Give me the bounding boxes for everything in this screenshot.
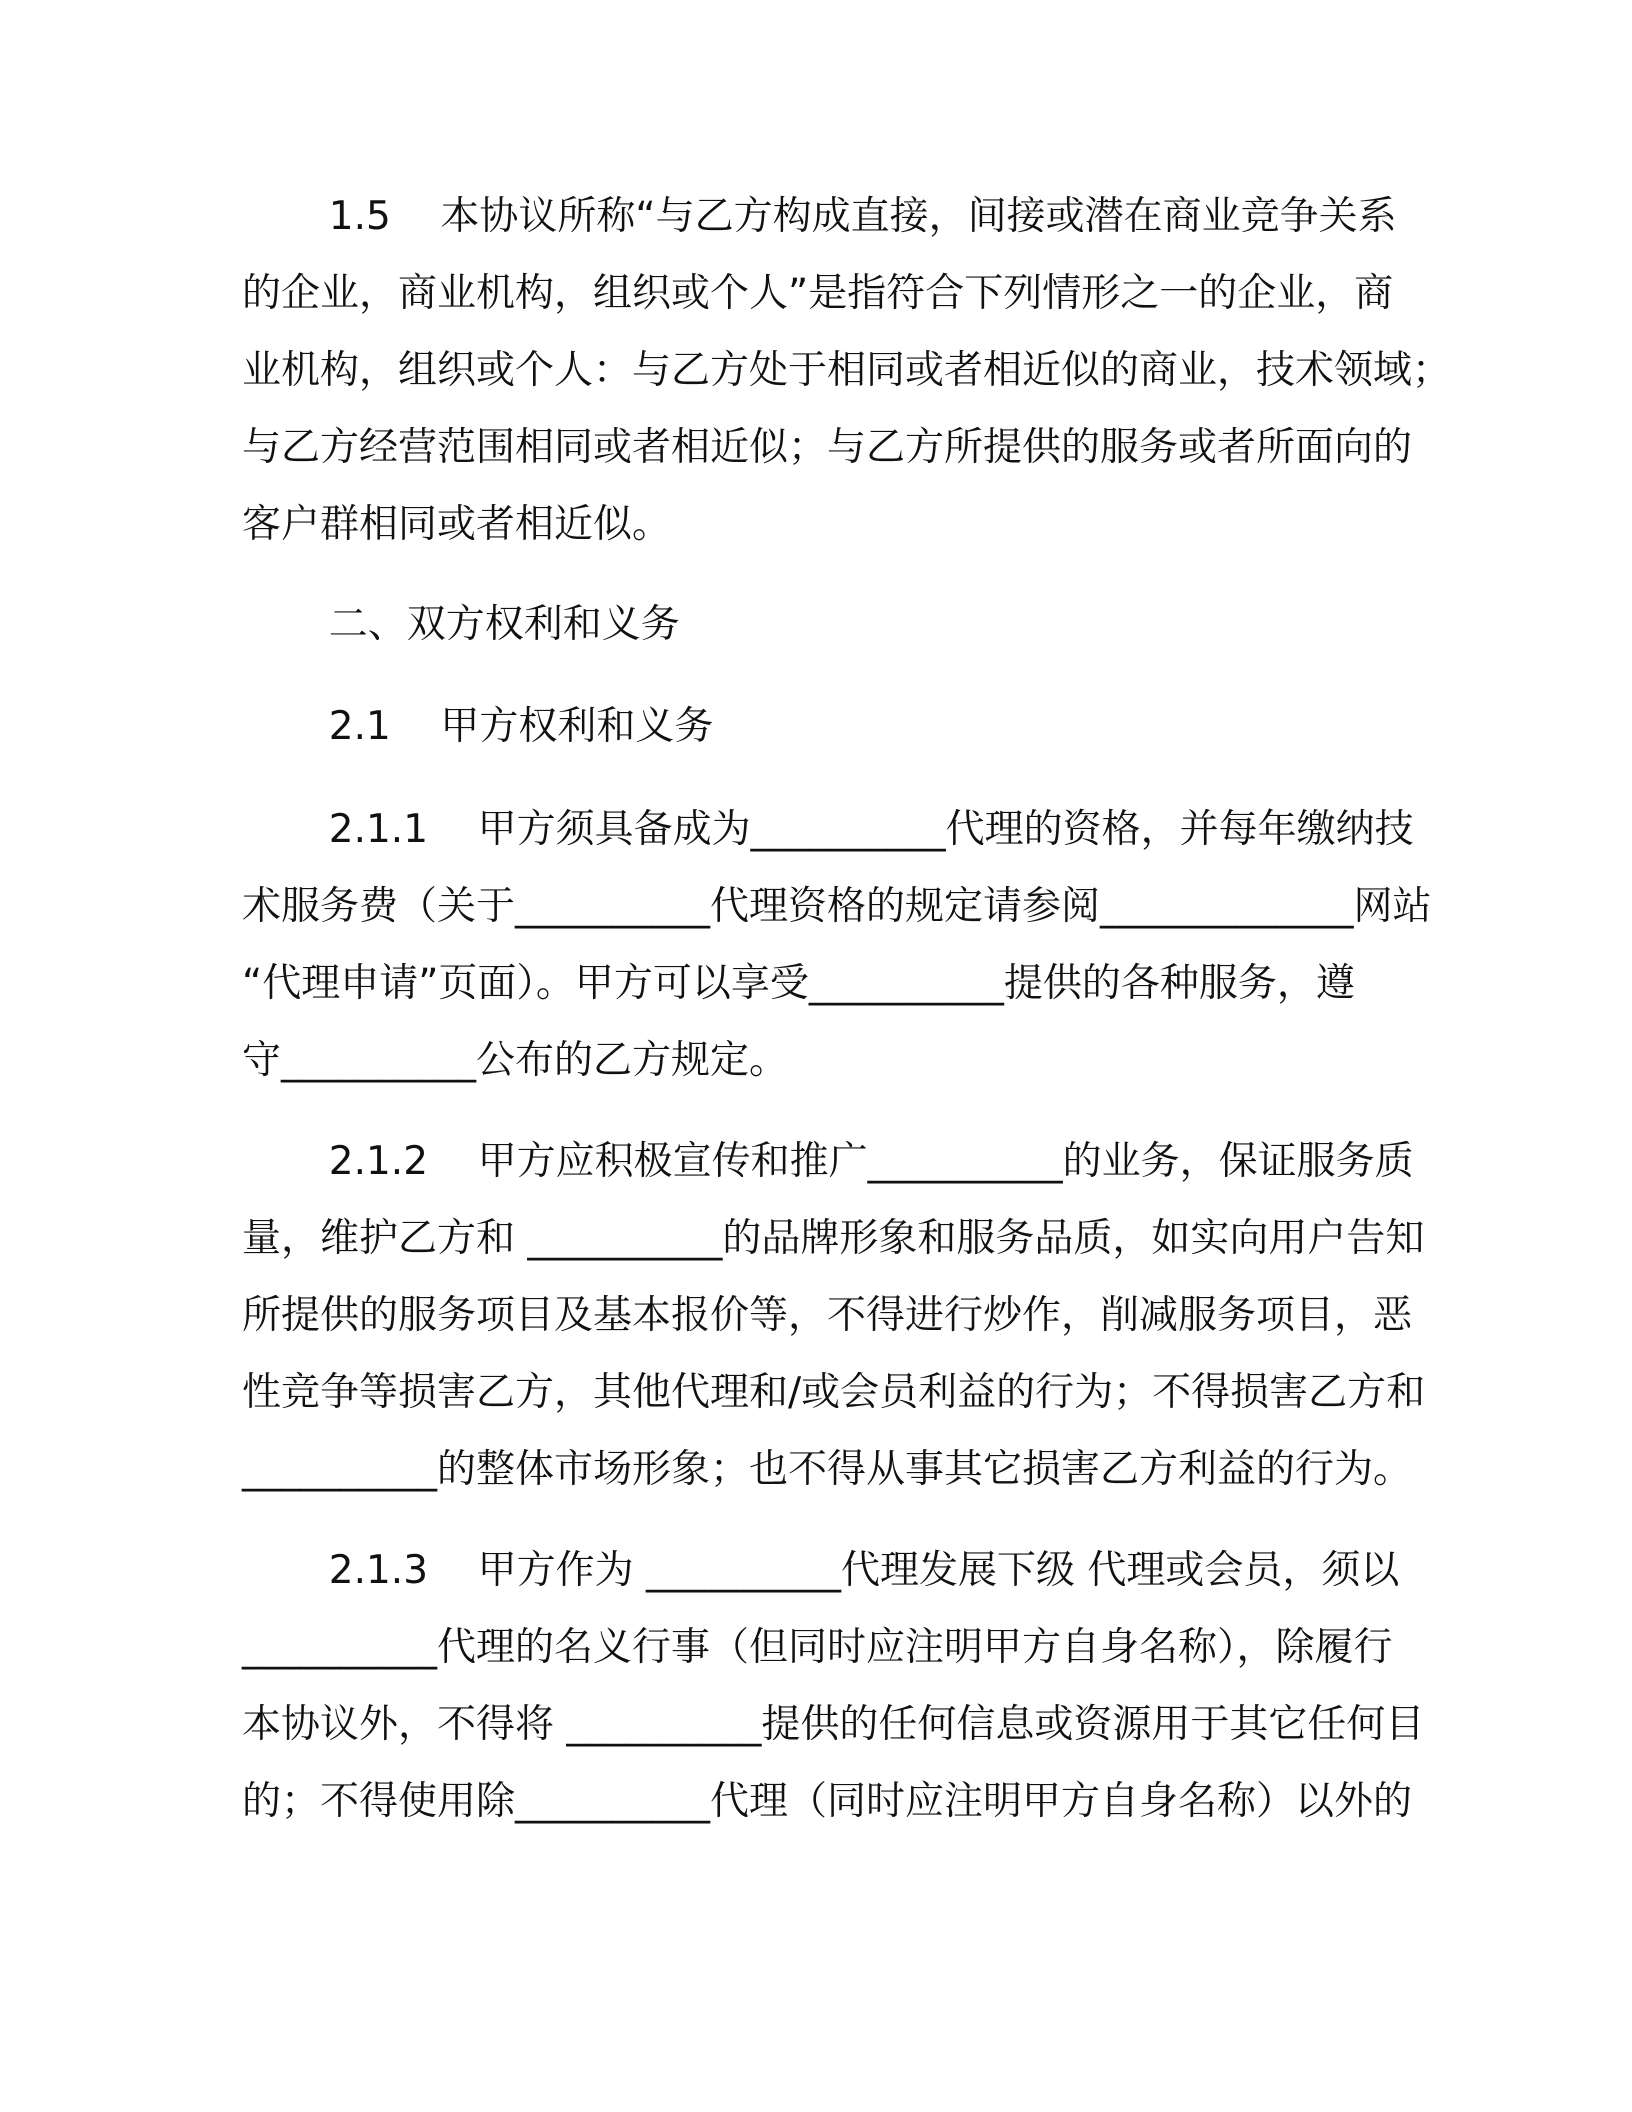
clause-2-1-1-line-3: “代理申请”页面）。甲方可以享受__________提供的各种服务，遵: [242, 961, 1355, 1006]
clause-2-1-3-line-4: 的；不得使用除__________代理（同时应注明甲方自身名称）以外的: [242, 1779, 1413, 1824]
clause-2-1-2-line-5: __________的整体市场形象；也不得从事其它损害乙方利益的行为。: [242, 1447, 1413, 1492]
clause-2-1-2-line-4: 性竞争等损害乙方，其他代理和/或会员利益的行为；不得损害乙方和: [242, 1370, 1426, 1415]
clause-2-1-2-line-1: 2.1.2 甲方应积极宣传和推广__________的业务，保证服务质: [242, 1139, 1414, 1184]
clause-2-1-3-line-1: 2.1.3 甲方作为 __________代理发展下级 代理或会员，须以: [242, 1548, 1400, 1593]
clause-1-5-line-5: 客户群相同或者相近似。: [242, 502, 672, 547]
clause-1-5-line-3: 业机构，组织或个人：与乙方处于相同或者相近似的商业，技术领域；: [242, 348, 1452, 393]
clause-2-1-3-line-2: __________代理的名义行事（但同时应注明甲方自身名称），除履行: [242, 1625, 1393, 1670]
clause-2-1-1-line-4: 守__________公布的乙方规定。: [242, 1038, 789, 1083]
clause-2-1-1-line-2: 术服务费（关于__________代理资格的规定请参阅_____________网站: [242, 884, 1432, 929]
clause-2-1-2-line-3: 所提供的服务项目及基本报价等，不得进行炒作，削减服务项目，恶: [242, 1293, 1413, 1338]
clause-1-5-line-2: 的企业，商业机构，组织或个人”是指符合下列情形之一的企业，商: [242, 271, 1394, 316]
clause-1-5-line-1: 1.5 本协议所称“与乙方构成直接，间接或潜在商业竞争关系: [242, 194, 1397, 239]
section-2-heading: 二、双方权利和义务: [242, 602, 680, 647]
subsection-2-1-heading: 2.1 甲方权利和义务: [242, 704, 714, 749]
clause-2-1-1-line-1: 2.1.1 甲方须具备成为__________代理的资格，并每年缴纳技: [242, 807, 1414, 852]
clause-2-1-3-line-3: 本协议外，不得将 __________提供的任何信息或资源用于其它任何目: [242, 1702, 1425, 1747]
clause-1-5-line-4: 与乙方经营范围相同或者相近似；与乙方所提供的服务或者所面向的: [242, 425, 1413, 470]
clause-2-1-2-line-2: 量，维护乙方和 __________的品牌形象和服务品质，如实向用户告知: [242, 1216, 1425, 1261]
